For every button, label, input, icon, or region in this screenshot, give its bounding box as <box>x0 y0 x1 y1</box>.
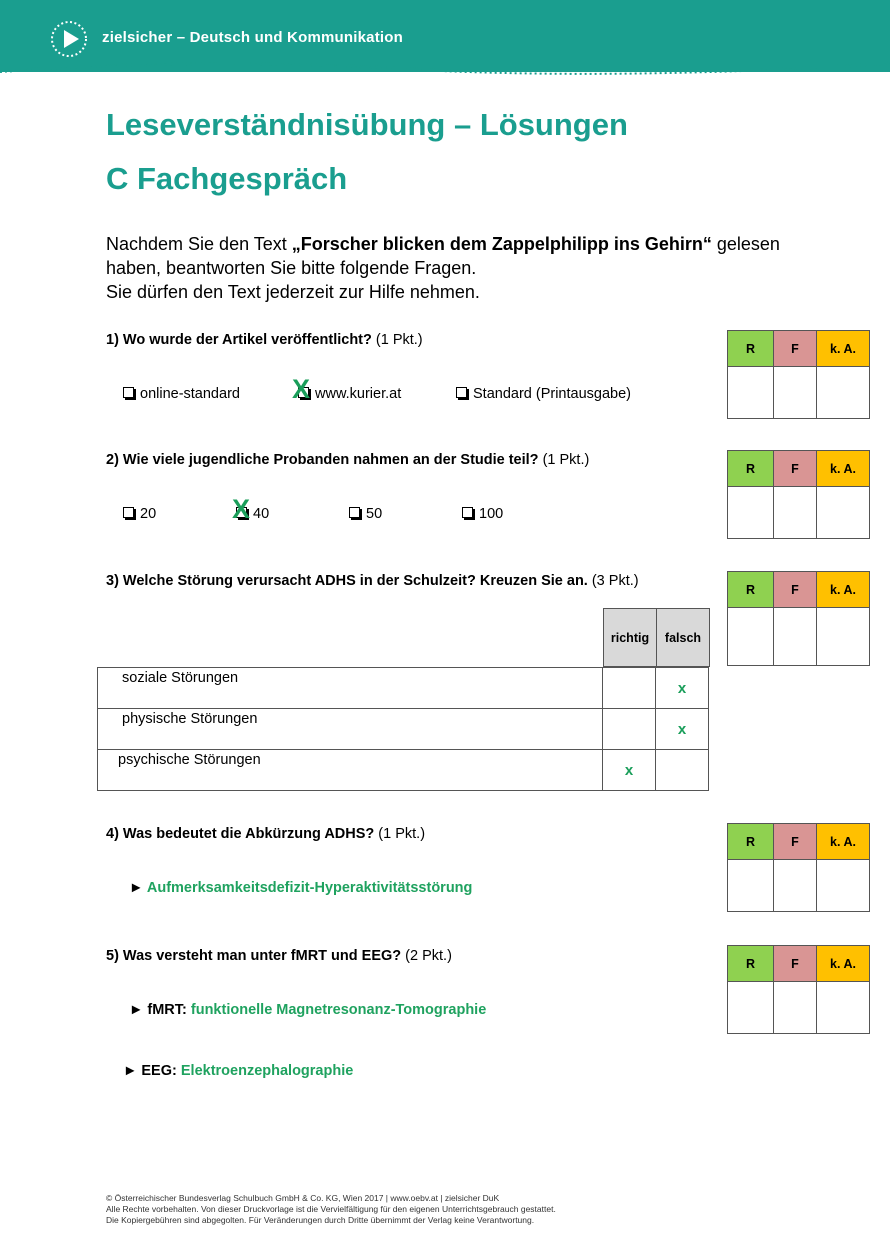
intro-pre: Nachdem Sie den Text <box>106 234 292 254</box>
rating-cell[interactable] <box>774 860 817 912</box>
option-label: 20 <box>140 506 157 522</box>
rating-r: R <box>728 451 774 487</box>
rating-cell[interactable] <box>774 982 817 1034</box>
rating-cell[interactable] <box>774 608 817 666</box>
row-label: soziale Störungen <box>98 668 603 709</box>
question-5-points: (2 Pkt.) <box>401 948 452 964</box>
answer-label: EEG: <box>141 1063 177 1079</box>
play-circle-icon <box>50 20 88 58</box>
rating-ka: k. A. <box>817 824 870 860</box>
footer-line: Die Kopiergebühren sind abgegolten. Für Veränderungen durch Dritte übernimmt der Verlag keine Verantwortung. <box>106 1215 535 1225</box>
option-label: online-standard <box>140 386 240 402</box>
rating-ka: k. A. <box>817 946 870 982</box>
checkbox[interactable] <box>349 507 360 518</box>
intro-line2: haben, beantworten Sie bitte folgende Fragen. <box>106 258 477 278</box>
rating-r: R <box>728 331 774 367</box>
table-row <box>98 709 709 750</box>
question-1-points: (1 Pkt.) <box>371 332 423 348</box>
row-label: psychische Störungen <box>98 750 603 791</box>
check-mark: X <box>232 494 251 524</box>
q2-option-4[interactable] <box>462 506 503 522</box>
option-label: 100 <box>479 506 504 522</box>
intro-line3: Sie dürfen den Text jederzeit zur Hilfe nehmen. <box>106 282 480 302</box>
footer <box>106 1193 556 1226</box>
question-4-points: (1 Pkt.) <box>374 826 426 842</box>
check-mark: X <box>292 374 311 404</box>
page-title: Leseverständnisübung – Lösungen <box>106 107 628 142</box>
option-label: Standard (Printausgabe) <box>473 386 631 402</box>
evaluation-header <box>603 608 710 667</box>
rating-f: F <box>774 946 817 982</box>
cell-falsch[interactable]: x <box>656 668 709 709</box>
table-row <box>98 750 709 791</box>
rating-cell[interactable] <box>728 860 774 912</box>
rating-r: R <box>728 946 774 982</box>
arrow-icon: ► <box>129 880 144 896</box>
answer-5-fmrt-text: funktionelle Magnetresonanz-Tomographie <box>190 1002 487 1018</box>
rating-f: F <box>774 824 817 860</box>
checkbox[interactable] <box>123 387 134 398</box>
answer-5-eeg <box>123 1063 353 1079</box>
table-row <box>98 668 709 709</box>
footer-line: © Österreichischer Bundesverlag Schulbuch GmbH & Co. KG, Wien 2017 | www.oebv.at | zielsicher DuK <box>106 1193 500 1203</box>
rating-cell[interactable] <box>728 367 774 419</box>
cell-falsch[interactable]: x <box>656 709 709 750</box>
answer-4 <box>129 880 472 896</box>
rating-table-1 <box>727 330 870 419</box>
column-richtig: richtig <box>604 609 657 667</box>
question-2-points: (1 Pkt.) <box>538 452 590 468</box>
cell-falsch[interactable] <box>656 750 709 791</box>
rating-f: F <box>774 451 817 487</box>
intro-post: gelesen <box>711 234 780 254</box>
rating-table-3 <box>727 571 870 666</box>
rating-r: R <box>728 824 774 860</box>
rating-table-5 <box>727 945 870 1034</box>
question-3-points: (3 Pkt.) <box>587 573 639 589</box>
question-2-text: 2) Wie viele jugendliche Probanden nahmen an der Studie teil? <box>106 452 539 468</box>
rating-cell[interactable] <box>774 487 817 539</box>
rating-cell[interactable] <box>728 487 774 539</box>
q1-option-1[interactable] <box>123 386 240 402</box>
rating-ka: k. A. <box>817 331 870 367</box>
rating-cell[interactable] <box>817 982 870 1034</box>
rating-table-2 <box>727 450 870 539</box>
brand-title: zielsicher – Deutsch und Kommunikation <box>102 29 403 46</box>
rating-ka: k. A. <box>817 451 870 487</box>
question-1 <box>106 332 423 348</box>
answer-5-fmrt <box>129 1002 486 1018</box>
cell-richtig[interactable] <box>603 668 656 709</box>
question-5 <box>106 948 452 964</box>
footer-line: Alle Rechte vorbehalten. Von dieser Druckvorlage ist die Vervielfältigung für den eigenen Unterrichtsgebrauch gestattet. <box>106 1204 556 1214</box>
header-wave <box>0 56 890 86</box>
intro-text <box>106 232 806 304</box>
rating-cell[interactable] <box>774 367 817 419</box>
rating-ka: k. A. <box>817 572 870 608</box>
arrow-icon: ► <box>123 1063 138 1079</box>
question-4-text: 4) Was bedeutet die Abkürzung ADHS? <box>106 826 375 842</box>
rating-cell[interactable] <box>817 367 870 419</box>
page-subtitle: C Fachgespräch <box>106 161 348 196</box>
checkbox[interactable] <box>123 507 134 518</box>
checkbox[interactable] <box>462 507 473 518</box>
checkbox[interactable] <box>456 387 467 398</box>
rating-table-4 <box>727 823 870 912</box>
question-5-text: 5) Was versteht man unter fMRT und EEG? <box>106 948 402 964</box>
q1-option-2[interactable] <box>298 386 401 402</box>
row-label: physische Störungen <box>98 709 603 750</box>
question-3 <box>106 573 639 589</box>
question-4 <box>106 826 425 842</box>
rating-r: R <box>728 572 774 608</box>
q2-option-1[interactable] <box>123 506 156 522</box>
option-label: www.kurier.at <box>315 386 402 402</box>
option-label: 50 <box>366 506 383 522</box>
rating-f: F <box>774 572 817 608</box>
evaluation-table <box>97 667 709 791</box>
answer-4-text: Aufmerksamkeitsdefizit-Hyperaktivitätsstörung <box>146 880 473 896</box>
question-1-text: 1) Wo wurde der Artikel veröffentlicht? <box>106 332 372 348</box>
answer-label: fMRT: <box>147 1002 187 1018</box>
cell-richtig[interactable]: x <box>603 750 656 791</box>
question-2 <box>106 452 589 468</box>
rating-cell[interactable] <box>817 608 870 666</box>
q2-option-3[interactable] <box>349 506 382 522</box>
column-falsch: falsch <box>657 609 710 667</box>
rating-cell[interactable] <box>817 487 870 539</box>
answer-5-eeg-text: Elektroenzephalographie <box>180 1063 354 1079</box>
arrow-icon: ► <box>129 1002 144 1018</box>
rating-cell[interactable] <box>817 860 870 912</box>
question-3-text: 3) Welche Störung verursacht ADHS in der Schulzeit? Kreuzen Sie an. <box>106 573 588 589</box>
intro-text-title: „Forscher blicken dem Zappelphilipp ins Gehirn“ <box>291 234 712 254</box>
cell-richtig[interactable] <box>603 709 656 750</box>
rating-cell[interactable] <box>728 608 774 666</box>
rating-f: F <box>774 331 817 367</box>
rating-cell[interactable] <box>728 982 774 1034</box>
q1-option-3[interactable] <box>456 386 631 402</box>
option-label: 40 <box>253 506 270 522</box>
